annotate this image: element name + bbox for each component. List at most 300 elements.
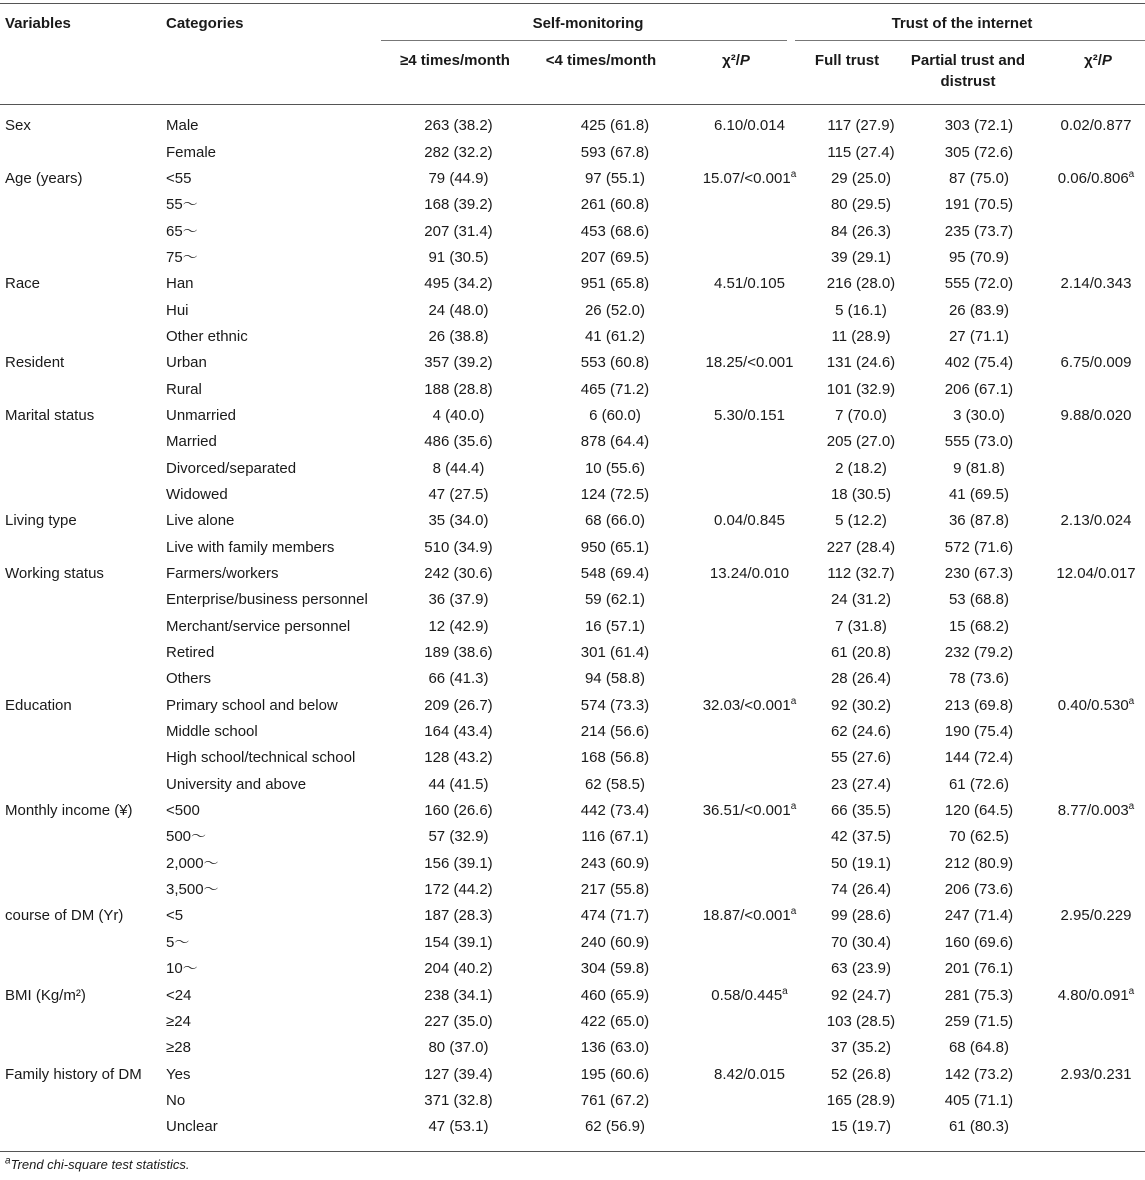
partial-trust-cell: 142 (73.2) bbox=[944, 1065, 1014, 1083]
table-row bbox=[0, 587, 1145, 613]
table-row bbox=[0, 1035, 1145, 1061]
chi-square-cell bbox=[1047, 851, 1145, 877]
chi-square-cell bbox=[1047, 1088, 1145, 1114]
full-trust-cell: 115 (27.4) bbox=[827, 143, 895, 161]
ge4-cell: 164 (43.4) bbox=[424, 723, 493, 741]
chi-square-cell bbox=[1047, 745, 1145, 771]
table-row bbox=[0, 1088, 1145, 1114]
category-cell: 55～ bbox=[166, 196, 198, 214]
lt4-cell: 878 (64.4) bbox=[580, 433, 650, 451]
chi-square-cell bbox=[1047, 139, 1145, 165]
category-cell: ≥28 bbox=[166, 1039, 191, 1057]
chi-square-cell bbox=[688, 535, 811, 561]
chi-square-cell: 6.75/0.009 bbox=[1060, 354, 1132, 372]
ge4-cell: 128 (43.2) bbox=[424, 749, 493, 767]
variable-cell: Education bbox=[5, 696, 72, 714]
chi-square-cell bbox=[1047, 877, 1145, 903]
chi-square-cell bbox=[688, 640, 811, 666]
full-trust-cell: 39 (29.1) bbox=[830, 248, 892, 266]
category-cell: Divorced/separated bbox=[166, 459, 297, 477]
category-cell: Urban bbox=[166, 354, 207, 372]
chi-square-cell bbox=[688, 745, 811, 771]
variable-cell bbox=[0, 956, 160, 982]
partial-trust-cell: 235 (73.7) bbox=[944, 222, 1014, 240]
table-row bbox=[0, 851, 1145, 877]
category-cell: ≥24 bbox=[166, 1012, 191, 1030]
variable-cell bbox=[0, 587, 160, 613]
full-trust-cell: 18 (30.5) bbox=[830, 485, 892, 503]
ge4-cell: 4 (40.0) bbox=[432, 406, 485, 424]
table-row bbox=[0, 192, 1145, 218]
lt4-cell: 422 (65.0) bbox=[580, 1012, 650, 1030]
category-cell: Widowed bbox=[166, 485, 228, 503]
category-cell: Yes bbox=[166, 1065, 191, 1083]
partial-trust-cell: 259 (71.5) bbox=[944, 1012, 1014, 1030]
variable-cell bbox=[0, 482, 160, 508]
variable-cell bbox=[0, 535, 160, 561]
lt4-cell: 116 (67.1) bbox=[581, 828, 649, 846]
partial-trust-cell: 405 (71.1) bbox=[944, 1091, 1014, 1109]
category-cell: Unclear bbox=[166, 1118, 218, 1136]
lt4-cell: 41 (61.2) bbox=[584, 327, 646, 345]
chi-square-cell: 8.42/0.015 bbox=[714, 1065, 785, 1083]
chi-square-cell bbox=[1047, 482, 1145, 508]
category-cell: <5 bbox=[166, 907, 184, 925]
table-row bbox=[0, 877, 1145, 903]
variable-cell bbox=[0, 429, 160, 455]
partial-trust-cell: 26 (83.9) bbox=[948, 301, 1010, 319]
partial-trust-cell: 27 (71.1) bbox=[948, 327, 1010, 345]
partial-trust-cell: 144 (72.4) bbox=[944, 749, 1014, 767]
lt4-cell: 6 (60.0) bbox=[589, 406, 641, 424]
table-row bbox=[0, 1009, 1145, 1035]
lt4-cell: 62 (56.9) bbox=[584, 1118, 646, 1136]
category-cell: 10～ bbox=[166, 960, 198, 978]
category-cell: Female bbox=[166, 143, 217, 161]
partial-trust-cell: 303 (72.1) bbox=[944, 117, 1014, 135]
full-trust-cell: 37 (35.2) bbox=[830, 1039, 892, 1057]
full-trust-cell: 52 (26.8) bbox=[830, 1065, 892, 1083]
variable-cell bbox=[0, 930, 160, 956]
variable-cell bbox=[0, 851, 160, 877]
chi-square-cell bbox=[688, 1035, 811, 1061]
full-trust-cell: 80 (29.5) bbox=[830, 196, 892, 214]
chi-square-cell: 18.87/<0.001$^a$ bbox=[702, 906, 797, 925]
table-row bbox=[0, 508, 1145, 534]
full-trust-cell: 92 (30.2) bbox=[830, 696, 892, 714]
category-cell: 3,500～ bbox=[166, 881, 219, 899]
full-trust-cell: 7 (31.8) bbox=[835, 617, 887, 635]
lt4-cell: 207 (69.5) bbox=[580, 248, 650, 266]
table-row bbox=[0, 982, 1145, 1008]
chi-square-cell bbox=[1047, 614, 1145, 640]
partial-trust-cell: 555 (73.0) bbox=[944, 433, 1014, 451]
chi-square-cell bbox=[688, 877, 811, 903]
category-cell: Rural bbox=[166, 380, 202, 398]
variable-cell: Sex bbox=[5, 117, 31, 135]
chi-square-cell bbox=[1047, 1114, 1145, 1140]
ge4-cell: 66 (41.3) bbox=[428, 670, 489, 688]
ge4-cell: 282 (32.2) bbox=[424, 143, 493, 161]
header-categories: Categories bbox=[166, 15, 244, 32]
table-row bbox=[0, 956, 1145, 982]
ge4-cell: 47 (27.5) bbox=[428, 485, 489, 503]
full-trust-cell: 2 (18.2) bbox=[835, 459, 887, 477]
chi-square-cell: 9.88/0.020 bbox=[1060, 406, 1132, 424]
partial-trust-cell: 281 (75.3) bbox=[944, 986, 1014, 1004]
table-row bbox=[0, 693, 1145, 719]
data-table bbox=[0, 113, 1145, 1140]
full-trust-cell: 50 (19.1) bbox=[830, 854, 892, 872]
partial-trust-cell: 15 (68.2) bbox=[948, 617, 1010, 635]
chi-square-cell: 32.03/<0.001$^a$ bbox=[702, 695, 797, 714]
chi-square-cell: 2.14/0.343 bbox=[1060, 275, 1132, 293]
ge4-cell: 24 (48.0) bbox=[428, 301, 489, 319]
header-ge4-times: ≥4 times/month bbox=[400, 52, 510, 69]
lt4-cell: 243 (60.9) bbox=[580, 854, 650, 872]
category-cell: Retired bbox=[166, 644, 215, 662]
lt4-cell: 59 (62.1) bbox=[584, 591, 646, 609]
ge4-cell: 227 (35.0) bbox=[424, 1012, 493, 1030]
chi-square-cell bbox=[1047, 376, 1145, 402]
full-trust-cell: 15 (19.7) bbox=[830, 1118, 892, 1136]
variable-cell bbox=[0, 245, 160, 271]
category-cell: 500～ bbox=[166, 828, 207, 846]
table-row bbox=[0, 376, 1145, 402]
chi-square-cell: 18.25/<0.001 bbox=[705, 354, 794, 372]
chi-square-cell: 36.51/<0.001$^a$ bbox=[702, 801, 797, 820]
category-cell: Enterprise/business personnel bbox=[166, 591, 368, 609]
chi-square-cell: 5.30/0.151 bbox=[714, 406, 785, 424]
ge4-cell: 26 (38.8) bbox=[428, 327, 489, 345]
table-row bbox=[0, 139, 1145, 165]
table-row bbox=[0, 561, 1145, 587]
table-row bbox=[0, 113, 1145, 139]
lt4-cell: 553 (60.8) bbox=[580, 354, 650, 372]
ge4-cell: 91 (30.5) bbox=[428, 248, 489, 266]
variable-cell bbox=[0, 297, 160, 323]
ge4-cell: 79 (44.9) bbox=[428, 169, 489, 187]
table-row bbox=[0, 350, 1145, 376]
table-row bbox=[0, 930, 1145, 956]
chi-square-cell bbox=[688, 297, 811, 323]
table-row bbox=[0, 403, 1145, 429]
ge4-cell: 12 (42.9) bbox=[428, 617, 489, 635]
variable-cell: BMI (Kg/m²) bbox=[5, 986, 86, 1004]
full-trust-cell: 92 (24.7) bbox=[830, 986, 892, 1004]
lt4-cell: 593 (67.8) bbox=[580, 143, 650, 161]
partial-trust-cell: 87 (75.0) bbox=[948, 169, 1010, 187]
lt4-cell: 548 (69.4) bbox=[580, 565, 650, 583]
category-cell: Married bbox=[166, 433, 217, 451]
category-cell: No bbox=[166, 1091, 186, 1109]
category-cell: Other ethnic bbox=[166, 327, 248, 345]
full-trust-cell: 5 (12.2) bbox=[835, 512, 887, 530]
ge4-cell: 189 (38.6) bbox=[424, 644, 493, 662]
chi-square-cell: 13.24/0.010 bbox=[709, 565, 790, 583]
header-full-trust: Full trust bbox=[814, 52, 880, 69]
full-trust-cell: 216 (28.0) bbox=[826, 275, 896, 293]
table-row bbox=[0, 798, 1145, 824]
variable-cell: Monthly income (¥) bbox=[5, 802, 133, 820]
lt4-cell: 425 (61.8) bbox=[580, 117, 650, 135]
ge4-cell: 495 (34.2) bbox=[424, 275, 493, 293]
table-row bbox=[0, 1114, 1145, 1140]
chi-square-cell bbox=[688, 192, 811, 218]
ge4-cell: 44 (41.5) bbox=[428, 775, 489, 793]
chi-square-cell: 0.40/0.530$^a$ bbox=[1057, 695, 1135, 714]
partial-trust-cell: 3 (30.0) bbox=[953, 406, 1005, 424]
category-cell: High school/technical school bbox=[166, 749, 356, 767]
ge4-cell: 263 (38.2) bbox=[424, 117, 493, 135]
chi-square-cell bbox=[688, 666, 811, 692]
ge4-cell: 204 (40.2) bbox=[424, 960, 493, 978]
ge4-cell: 156 (39.1) bbox=[424, 854, 493, 872]
variable-cell bbox=[0, 877, 160, 903]
variable-cell: Race bbox=[5, 275, 41, 293]
category-cell: Live alone bbox=[166, 512, 235, 530]
partial-trust-cell: 213 (69.8) bbox=[944, 696, 1014, 714]
table-row bbox=[0, 535, 1145, 561]
partial-trust-cell: 572 (71.6) bbox=[944, 538, 1014, 556]
full-trust-cell: 63 (23.9) bbox=[830, 960, 892, 978]
lt4-cell: 68 (66.0) bbox=[584, 512, 646, 530]
table-row bbox=[0, 824, 1145, 850]
partial-trust-cell: 191 (70.5) bbox=[944, 196, 1014, 214]
chi-square-cell bbox=[688, 824, 811, 850]
chi-square-cell bbox=[688, 956, 811, 982]
variable-cell bbox=[0, 139, 160, 165]
chi-square-cell: 8.77/0.003$^a$ bbox=[1057, 801, 1135, 820]
ge4-cell: 188 (28.8) bbox=[424, 380, 493, 398]
variable-cell: Working status bbox=[5, 565, 104, 583]
partial-trust-cell: 402 (75.4) bbox=[944, 354, 1014, 372]
full-trust-cell: 66 (35.5) bbox=[830, 802, 892, 820]
chi-square-cell bbox=[688, 482, 811, 508]
full-trust-cell: 103 (28.5) bbox=[826, 1012, 896, 1030]
ge4-cell: 35 (34.0) bbox=[428, 512, 489, 530]
full-trust-cell: 117 (27.9) bbox=[827, 117, 895, 135]
chi-square-cell bbox=[1047, 324, 1145, 350]
ge4-cell: 207 (31.4) bbox=[424, 222, 493, 240]
table-row bbox=[0, 666, 1145, 692]
partial-trust-cell: 247 (71.4) bbox=[944, 907, 1014, 925]
partial-trust-cell: 212 (80.9) bbox=[944, 854, 1014, 872]
chi-square-cell bbox=[688, 587, 811, 613]
lt4-cell: 261 (60.8) bbox=[580, 196, 650, 214]
chi-square-cell bbox=[688, 245, 811, 271]
partial-trust-cell: 9 (81.8) bbox=[953, 459, 1005, 477]
variable-cell: Resident bbox=[5, 354, 65, 372]
ge4-cell: 154 (39.1) bbox=[424, 933, 493, 951]
chi-square-cell: 12.04/0.017 bbox=[1056, 565, 1136, 583]
category-cell: Others bbox=[166, 670, 212, 688]
chi-square-cell bbox=[688, 218, 811, 244]
category-cell: Farmers/workers bbox=[166, 565, 279, 583]
variable-cell bbox=[0, 1035, 160, 1061]
table-row bbox=[0, 166, 1145, 192]
ge4-cell: 238 (34.1) bbox=[424, 986, 493, 1004]
partial-trust-cell: 201 (76.1) bbox=[944, 960, 1014, 978]
chi-square-cell bbox=[1047, 640, 1145, 666]
header-lt4-times: <4 times/month bbox=[545, 52, 657, 69]
partial-trust-cell: 232 (79.2) bbox=[944, 644, 1014, 662]
partial-trust-cell: 68 (64.8) bbox=[948, 1039, 1010, 1057]
partial-trust-cell: 120 (64.5) bbox=[944, 802, 1014, 820]
ge4-cell: 57 (32.9) bbox=[428, 828, 489, 846]
category-cell: <24 bbox=[166, 986, 192, 1004]
ge4-cell: 127 (39.4) bbox=[424, 1065, 493, 1083]
table-row bbox=[0, 218, 1145, 244]
lt4-cell: 240 (60.9) bbox=[580, 933, 650, 951]
chi-square-cell bbox=[1047, 535, 1145, 561]
variable-cell bbox=[0, 1009, 160, 1035]
variable-cell bbox=[0, 719, 160, 745]
variable-cell bbox=[0, 218, 160, 244]
lt4-cell: 62 (58.5) bbox=[584, 775, 646, 793]
chi-square-cell bbox=[1047, 1035, 1145, 1061]
ge4-cell: 371 (32.8) bbox=[424, 1091, 493, 1109]
lt4-cell: 214 (56.6) bbox=[580, 723, 650, 741]
chi-square-cell: 4.51/0.105 bbox=[714, 275, 785, 293]
chi-square-cell bbox=[688, 1088, 811, 1114]
trust-subrule bbox=[795, 40, 1145, 41]
lt4-cell: 460 (65.9) bbox=[580, 986, 650, 1004]
chi-square-cell: 4.80/0.091$^a$ bbox=[1057, 985, 1135, 1004]
variable-cell bbox=[0, 666, 160, 692]
chi-square-cell: 2.13/0.024 bbox=[1060, 512, 1132, 530]
ge4-cell: 168 (39.2) bbox=[424, 196, 493, 214]
ge4-cell: 172 (44.2) bbox=[424, 881, 493, 899]
table-row bbox=[0, 324, 1145, 350]
full-trust-cell: 165 (28.9) bbox=[826, 1091, 896, 1109]
lt4-cell: 951 (65.8) bbox=[580, 275, 650, 293]
variable-cell bbox=[0, 745, 160, 771]
category-cell: Hui bbox=[166, 301, 189, 319]
table-row bbox=[0, 745, 1145, 771]
variable-cell: Family history of DM bbox=[5, 1065, 142, 1083]
full-trust-cell: 112 (32.7) bbox=[827, 565, 895, 583]
category-cell: <500 bbox=[166, 802, 200, 820]
chi-square-cell bbox=[688, 324, 811, 350]
lt4-cell: 453 (68.6) bbox=[580, 222, 650, 240]
full-trust-cell: 11 (28.9) bbox=[831, 327, 891, 345]
lt4-cell: 26 (52.0) bbox=[584, 301, 646, 319]
chi-square-cell: 0.04/0.845 bbox=[714, 512, 785, 530]
table-row bbox=[0, 271, 1145, 297]
lt4-cell: 168 (56.8) bbox=[580, 749, 650, 767]
lt4-cell: 217 (55.8) bbox=[580, 881, 650, 899]
full-trust-cell: 5 (16.1) bbox=[835, 301, 887, 319]
chi-square-cell: 15.07/<0.001$^a$ bbox=[702, 168, 797, 187]
category-cell: Live with family members bbox=[166, 538, 335, 556]
ge4-cell: 160 (26.6) bbox=[424, 802, 493, 820]
partial-trust-cell: 53 (68.8) bbox=[948, 591, 1010, 609]
partial-trust-cell: 160 (69.6) bbox=[944, 933, 1014, 951]
footnote: $^a$Trend chi-square test statistics. bbox=[5, 1155, 190, 1172]
category-cell: <55 bbox=[166, 169, 192, 187]
chi-square-cell bbox=[1047, 587, 1145, 613]
chi-square-cell bbox=[688, 772, 811, 798]
variable-cell bbox=[0, 376, 160, 402]
category-cell: Han bbox=[166, 275, 194, 293]
self-monitoring-subrule bbox=[381, 40, 787, 41]
chi-square-cell bbox=[688, 614, 811, 640]
full-trust-cell: 205 (27.0) bbox=[826, 433, 896, 451]
category-cell: Male bbox=[166, 117, 199, 135]
chi-square-cell bbox=[1047, 429, 1145, 455]
category-cell: 2,000～ bbox=[166, 854, 219, 872]
table-row bbox=[0, 297, 1145, 323]
table-row bbox=[0, 482, 1145, 508]
table-row bbox=[0, 772, 1145, 798]
category-cell: Primary school and below bbox=[166, 696, 338, 714]
lt4-cell: 97 (55.1) bbox=[584, 169, 646, 187]
category-cell: Merchant/service personnel bbox=[166, 617, 351, 635]
lt4-cell: 474 (71.7) bbox=[580, 907, 650, 925]
chi-square-cell bbox=[1047, 956, 1145, 982]
full-trust-cell: 99 (28.6) bbox=[830, 907, 892, 925]
chi-square-cell bbox=[688, 376, 811, 402]
variable-cell bbox=[0, 324, 160, 350]
ge4-cell: 486 (35.6) bbox=[424, 433, 493, 451]
header-rule bbox=[0, 104, 1145, 105]
table-row bbox=[0, 719, 1145, 745]
ge4-cell: 209 (26.7) bbox=[424, 696, 493, 714]
chi-square-cell bbox=[688, 1009, 811, 1035]
lt4-cell: 16 (57.1) bbox=[584, 617, 646, 635]
partial-trust-cell: 41 (69.5) bbox=[948, 485, 1010, 503]
partial-trust-cell: 61 (72.6) bbox=[948, 775, 1010, 793]
lt4-cell: 301 (61.4) bbox=[580, 644, 650, 662]
full-trust-cell: 62 (24.6) bbox=[830, 723, 892, 741]
full-trust-cell: 42 (37.5) bbox=[830, 828, 892, 846]
chi-square-cell bbox=[1047, 455, 1145, 481]
full-trust-cell: 70 (30.4) bbox=[830, 933, 892, 951]
chi-square-cell: 2.93/0.231 bbox=[1060, 1065, 1132, 1083]
ge4-cell: 187 (28.3) bbox=[424, 907, 493, 925]
chi-square-cell bbox=[688, 429, 811, 455]
partial-trust-cell: 70 (62.5) bbox=[948, 828, 1010, 846]
chi-square-cell bbox=[1047, 772, 1145, 798]
partial-trust-cell: 190 (75.4) bbox=[944, 723, 1014, 741]
partial-trust-cell: 305 (72.6) bbox=[944, 143, 1014, 161]
header-chi-square-2: χ²/P bbox=[1084, 52, 1112, 69]
chi-square-cell bbox=[1047, 824, 1145, 850]
full-trust-cell: 84 (26.3) bbox=[830, 222, 892, 240]
lt4-cell: 442 (73.4) bbox=[580, 802, 650, 820]
category-cell: University and above bbox=[166, 775, 307, 793]
chi-square-cell: 2.95/0.229 bbox=[1060, 907, 1132, 925]
category-cell: 5～ bbox=[166, 933, 190, 951]
lt4-cell: 304 (59.8) bbox=[580, 960, 650, 978]
variable-cell: Living type bbox=[5, 512, 77, 530]
header-variables: Variables bbox=[5, 15, 71, 32]
variable-cell bbox=[0, 640, 160, 666]
chi-square-cell bbox=[1047, 719, 1145, 745]
variable-cell bbox=[0, 192, 160, 218]
chi-square-cell bbox=[1047, 666, 1145, 692]
table-row bbox=[0, 429, 1145, 455]
chi-square-cell: 0.58/0.445$^a$ bbox=[711, 985, 788, 1004]
partial-trust-cell: 230 (67.3) bbox=[944, 565, 1014, 583]
lt4-cell: 136 (63.0) bbox=[580, 1039, 650, 1057]
lt4-cell: 10 (55.6) bbox=[584, 459, 646, 477]
full-trust-cell: 55 (27.6) bbox=[830, 749, 892, 767]
ge4-cell: 36 (37.9) bbox=[428, 591, 489, 609]
variable-cell bbox=[0, 772, 160, 798]
header-trust-internet: Trust of the internet bbox=[891, 15, 1033, 32]
